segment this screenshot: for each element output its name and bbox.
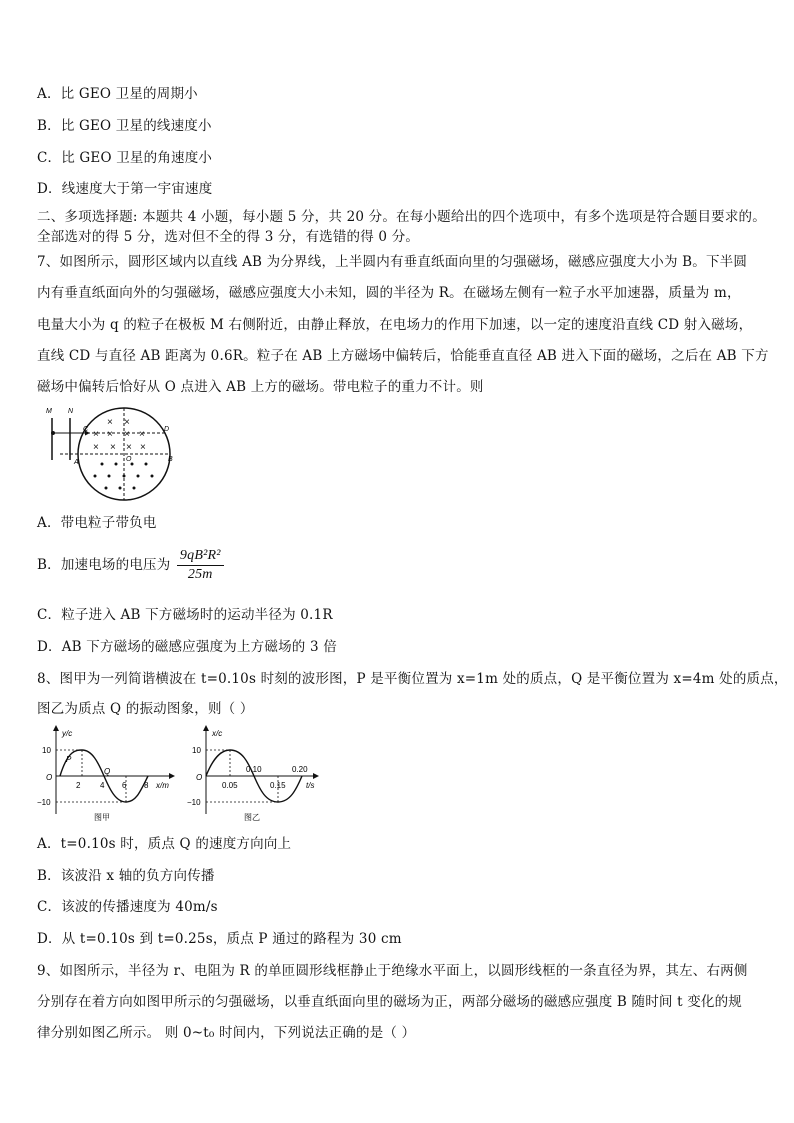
q8-figure-vibration: [186, 722, 326, 822]
vib-caption: 图乙: [244, 813, 260, 822]
option-d: D．线速度大于第一宇宙速度: [37, 181, 213, 197]
wave-xlabel: x/m: [156, 781, 169, 790]
field-into-page-marks: [93, 417, 146, 453]
label-n: N: [68, 408, 74, 415]
fraction-denominator: 25m: [187, 567, 213, 582]
svg-text:×: ×: [110, 442, 116, 453]
svg-text:×: ×: [107, 429, 113, 440]
q9-stem-line2: 分别存在着方向如图甲所示的匀强磁场，以垂直纸面向里的磁场为正，两部分磁场的磁感应强度 B 随时间 t 变化的规: [37, 994, 743, 1010]
q8-option-c: C．该波的传播速度为 40m/s: [37, 899, 218, 915]
svg-text:×: ×: [124, 429, 130, 440]
q7-option-d: D．AB 下方磁场的磁感应强度为上方磁场的 3 倍: [37, 639, 337, 655]
q7-stem-line3: 电量大小为 q 的粒子在极板 M 右侧附近，由静止释放，在电场力的作用下加速，以一定的速度沿直线 CD 射入磁场，: [37, 317, 753, 333]
vib-xtick-015: 0.15: [270, 781, 286, 790]
vib-xtick-020: 0.20: [292, 765, 308, 774]
q7-stem-line4: 直线 CD 与直径 AB 距离为 0.6R。粒子在 AB 上方磁场中偏转后，恰能垂直直径 AB 进入下面的磁场，之后在 AB 下方: [37, 348, 769, 364]
q7-option-c: C．粒子进入 AB 下方磁场时的运动半径为 0.1R: [37, 607, 333, 623]
label-d: D: [164, 426, 170, 433]
option-a: A．比 GEO 卫星的周期小: [37, 86, 198, 102]
svg-text:×: ×: [107, 417, 113, 428]
wave-ytick-neg10: −10: [37, 798, 51, 807]
svg-text:×: ×: [93, 442, 99, 453]
wave-xtick-8: 8: [144, 781, 149, 790]
vib-ytick-neg10: −10: [187, 798, 201, 807]
wave-origin: O: [46, 773, 53, 782]
q7-option-b-fraction: [177, 548, 224, 583]
vib-ylabel: x/c: [212, 729, 223, 738]
label-c: C: [83, 426, 89, 433]
q8-option-a: A．t=0.10s 时，质点 Q 的速度方向向上: [37, 836, 292, 852]
vib-xlabel: t/s: [306, 781, 315, 790]
q7-stem-line1: 7、如图所示，圆形区域内以直线 AB 为分界线，上半圆内有垂直纸面向里的匀强磁场，磁感应强度大小为 B。下半圆: [37, 254, 748, 270]
label-b: B: [168, 456, 173, 463]
wave-caption: 图甲: [94, 813, 110, 822]
label-o: O: [126, 456, 132, 463]
vib-xtick-005: 0.05: [222, 781, 238, 790]
q8-option-b: B．该波沿 x 轴的负方向传播: [37, 868, 215, 884]
q8-stem-line2: 图乙为质点 Q 的振动图象，则（ ）: [37, 701, 254, 717]
point-q-label: Q: [104, 767, 111, 776]
option-c: C．比 GEO 卫星的角速度小: [37, 150, 213, 166]
fraction-numerator: 9qB²R²: [177, 548, 224, 566]
q7-stem-line5: 磁场中偏转后恰好从 O 点进入 AB 上方的磁场。带电粒子的重力不计。则: [37, 379, 484, 395]
wave-ylabel: y/c: [62, 729, 73, 738]
q9-stem-line3: 律分别如图乙所示。 则 0~t₀ 时间内，下列说法正确的是（ ）: [37, 1025, 416, 1041]
q7-stem-line2: 内有垂直纸面向外的匀强磁场，磁感应强度大小未知，圆的半径为 R。在磁场左侧有一粒子水平加速器，质量为 m，: [37, 285, 741, 301]
option-b: B．比 GEO 卫星的线速度小: [37, 118, 212, 134]
q7-figure: [40, 400, 180, 505]
svg-text:×: ×: [139, 429, 145, 440]
svg-text:×: ×: [93, 429, 99, 440]
q8-stem-line1: 8、图甲为一列简谐横波在 t=0.10s 时刻的波形图，P 是平衡位置为 x=1m 处的质点，Q 是平衡位置为 x=4m 处的质点，: [37, 671, 788, 687]
vib-xtick-010: 0.10: [246, 765, 262, 774]
q7-option-a: A．带电粒子带负电: [37, 515, 157, 531]
wave-ytick-10: 10: [42, 746, 51, 755]
label-m: M: [46, 408, 52, 415]
q8-option-d: D．从 t=0.10s 到 t=0.25s，质点 P 通过的路程为 30 cm: [37, 931, 402, 947]
svg-text:×: ×: [140, 442, 146, 453]
svg-text:×: ×: [124, 417, 130, 428]
q7-option-b-prefix: B．加速电场的电压为: [37, 557, 171, 573]
wave-xtick-6: 6: [122, 781, 127, 790]
label-a: A: [74, 459, 79, 466]
vib-ytick-10: 10: [192, 746, 201, 755]
q8-figure-wave: [36, 722, 181, 822]
wave-xtick-4: 4: [100, 781, 105, 790]
vib-origin: O: [196, 773, 203, 782]
q9-stem-line1: 9、如图所示，半径为 r、电阻为 R 的单匝圆形线框静止于绝缘水平面上，以圆形线框的一条直径为界，其左、右两侧: [37, 963, 748, 979]
section-heading-line2: 全部选对的得 5 分，选对但不全的得 3 分，有选错的得 0 分。: [37, 229, 420, 245]
svg-text:×: ×: [126, 442, 132, 453]
wave-xtick-2: 2: [76, 781, 81, 790]
q7-option-b: [37, 548, 224, 583]
section-heading-line1: 二、多项选择题: 本题共 4 小题，每小题 5 分，共 20 分。在每小题给出的四个选项中，有多个选项是符合题目要求的。: [37, 209, 766, 225]
point-p-label: P: [66, 755, 72, 764]
